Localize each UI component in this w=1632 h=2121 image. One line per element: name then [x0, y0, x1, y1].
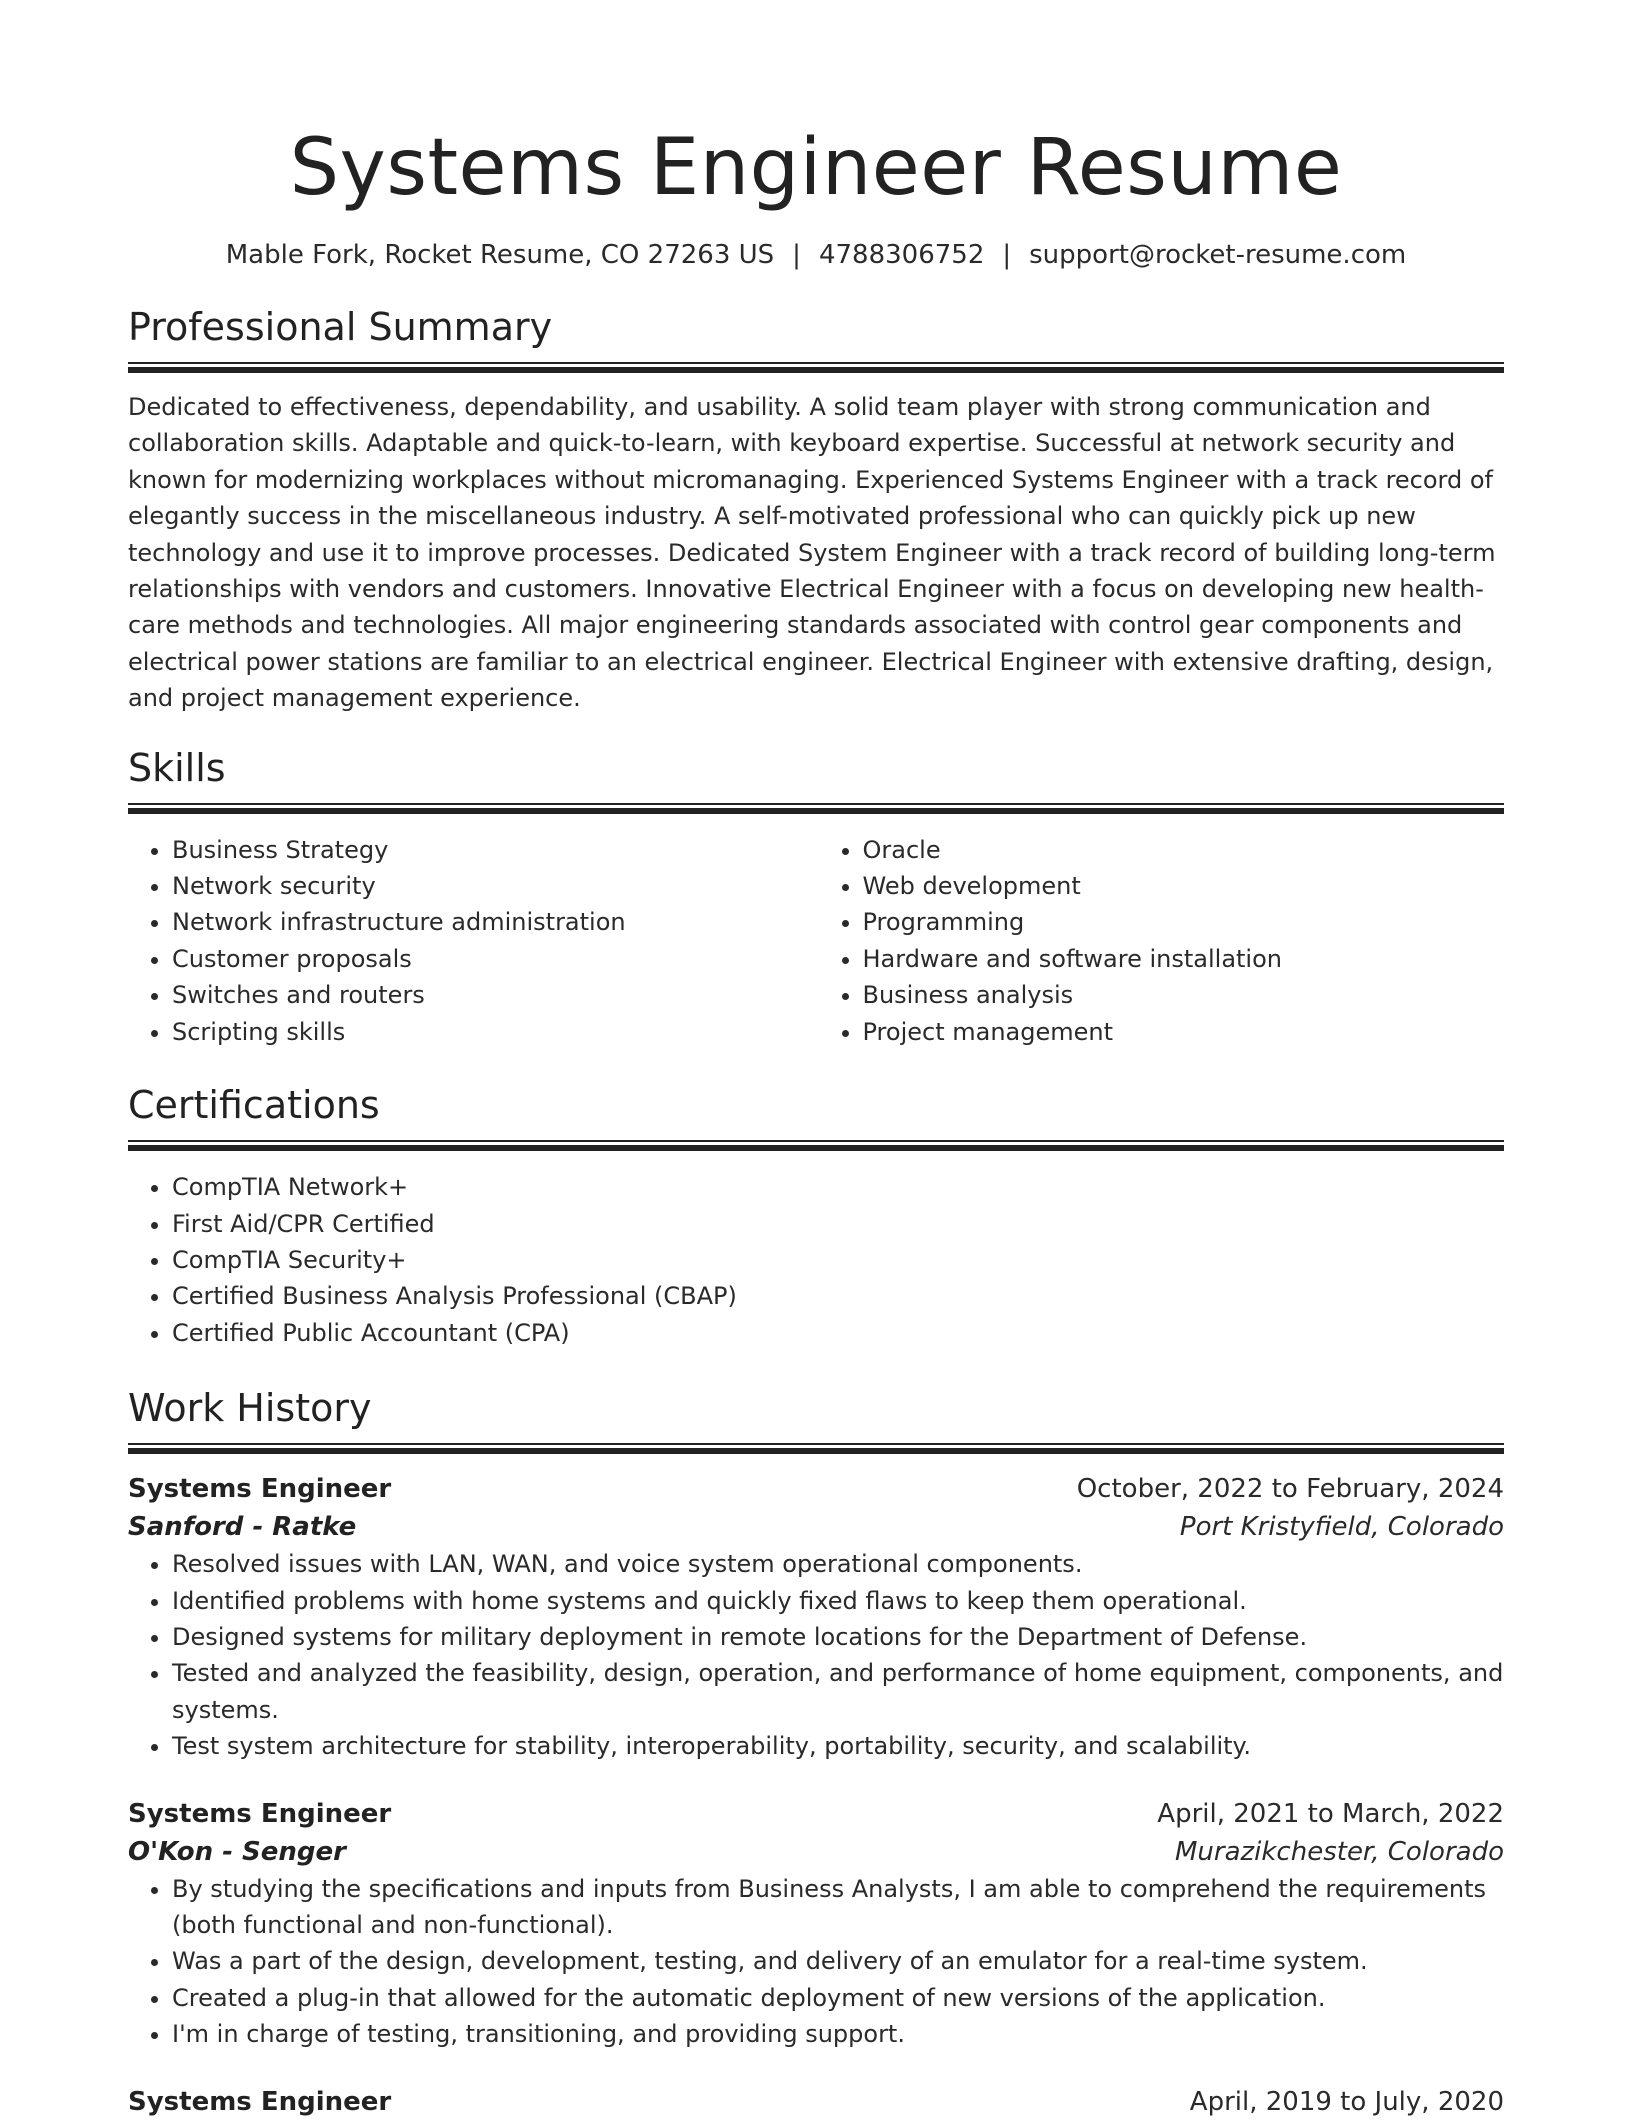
job-header-row — [128, 2083, 1504, 2121]
contact-phone: 4788306752 — [818, 240, 985, 270]
skill-item: • Network infrastructure administration — [172, 904, 814, 940]
skill-item: • Hardware and software installation — [863, 941, 1505, 977]
skill-item: • Customer proposals — [172, 941, 814, 977]
job-title: Systems Engineer — [128, 1474, 392, 1505]
resume-page — [128, 0, 1504, 2121]
summary-section — [128, 302, 1504, 717]
summary-text: Dedicated to effectiveness, dependability, and usability. A solid team player with strong communication and collaboration skills. Adaptable and quick-to-learn, with keyboard expertise. Successful at network security and known for modernizing workplaces without micromanaging. Experienced Systems Engineer with a track record of elegantly success in the miscellaneous industry. A self-motivated professional who can quickly pick up new technology and use it to improve processes. Dedicated System Engineer with a track record of building long-term relationships with vendors and customers. Innovative Electrical Engineer with a focus on developing new health-care methods and technologies. All major engineering standards associated with control gear components and electrical power stations are familiar to an electrical engineer. Electrical Engineer with extensive drafting, design, and project management experience. — [128, 393, 1496, 713]
certification-item: • CompTIA Network+ — [172, 1169, 1504, 1205]
skills-list-left — [128, 832, 814, 1050]
summary-heading: Professional Summary — [128, 305, 553, 349]
certification-item: • Certified Business Analysis Professional (CBAP) — [172, 1278, 1504, 1314]
certification-item: • First Aid/CPR Certified — [172, 1206, 1504, 1242]
contact-separator: | — [792, 240, 801, 270]
skills-grid — [128, 832, 1504, 1050]
job-header-row — [128, 1795, 1504, 1833]
job-title: Systems Engineer — [128, 2086, 392, 2117]
job-bullets — [128, 1871, 1504, 2053]
certifications-section — [128, 1080, 1504, 1351]
job-dates: April, 2021 to March, 2022 — [1157, 1798, 1504, 1829]
job-bullets — [128, 1546, 1504, 1764]
skill-item: • Programming — [863, 904, 1505, 940]
skill-item: • Web development — [863, 868, 1505, 904]
job-company-row — [128, 1833, 1504, 1871]
job-bullet: • I'm in charge of testing, transitioning, and providing support. — [172, 2016, 1504, 2052]
contact-line — [128, 238, 1504, 272]
contact-address: Mable Fork, Rocket Resume, CO 27263 US — [225, 240, 775, 270]
job-title: Systems Engineer — [128, 1798, 392, 1829]
skill-item: • Oracle — [863, 832, 1505, 868]
skill-item: • Project management — [863, 1014, 1505, 1050]
job-bullet: • Resolved issues with LAN, WAN, and voice system operational components. — [172, 1546, 1504, 1582]
skill-item: • Switches and routers — [172, 977, 814, 1013]
skills-list-right — [814, 832, 1505, 1050]
work-history-section — [128, 1383, 1504, 2120]
job-company: O'Kon - Senger — [128, 1836, 346, 1867]
section-divider — [128, 1443, 1504, 1454]
section-divider — [128, 1140, 1504, 1151]
job-dates: October, 2022 to February, 2024 — [1076, 1474, 1504, 1505]
job-entry — [128, 2083, 1504, 2121]
skill-item: • Business Strategy — [172, 832, 814, 868]
skills-heading: Skills — [128, 745, 226, 790]
job-entry — [128, 1470, 1504, 1764]
contact-email: support@rocket-resume.com — [1029, 240, 1407, 270]
skills-section — [128, 743, 1504, 1050]
job-bullet: • Designed systems for military deployment in remote locations for the Department of Defense. — [172, 1619, 1504, 1655]
skill-item: • Business analysis — [863, 977, 1505, 1013]
job-dates: April, 2019 to July, 2020 — [1189, 2086, 1504, 2117]
skill-item: • Network security — [172, 868, 814, 904]
job-bullet: • Test system architecture for stability, interoperability, portability, security, and scalability. — [172, 1728, 1504, 1764]
job-location: Port Kristyfield, Colorado — [1179, 1512, 1504, 1543]
contact-separator: | — [1002, 240, 1012, 270]
job-bullet: • Identified problems with home systems and quickly fixed flaws to keep them operational. — [172, 1583, 1504, 1619]
skill-item: • Scripting skills — [172, 1014, 814, 1050]
certifications-list — [128, 1169, 1504, 1351]
job-bullet: • Created a plug-in that allowed for the automatic deployment of new versions of the application. — [172, 1980, 1504, 2016]
job-company: Sanford - Ratke — [128, 1512, 357, 1543]
certification-item: • CompTIA Security+ — [172, 1242, 1504, 1278]
job-entry — [128, 1795, 1504, 2053]
job-bullet: • By studying the specifications and inputs from Business Analysts, I am able to comprehend the requirements (both functional and non-functional). — [172, 1871, 1504, 1944]
work-history-heading: Work History — [128, 1386, 372, 1431]
section-divider — [128, 362, 1504, 373]
job-bullet: • Tested and analyzed the feasibility, design, operation, and performance of home equipment, components, and systems. — [172, 1655, 1504, 1728]
certification-item: • Certified Public Accountant (CPA) — [172, 1315, 1504, 1351]
job-header-row — [128, 1470, 1504, 1508]
job-bullet: • Was a part of the design, development, testing, and delivery of an emulator for a real-time system. — [172, 1943, 1504, 1979]
page-title: Systems Engineer Resume — [289, 123, 1343, 213]
certifications-heading: Certifications — [128, 1083, 380, 1128]
section-divider — [128, 803, 1504, 814]
job-location: Murazikchester, Colorado — [1174, 1836, 1504, 1867]
job-company-row — [128, 1508, 1504, 1546]
